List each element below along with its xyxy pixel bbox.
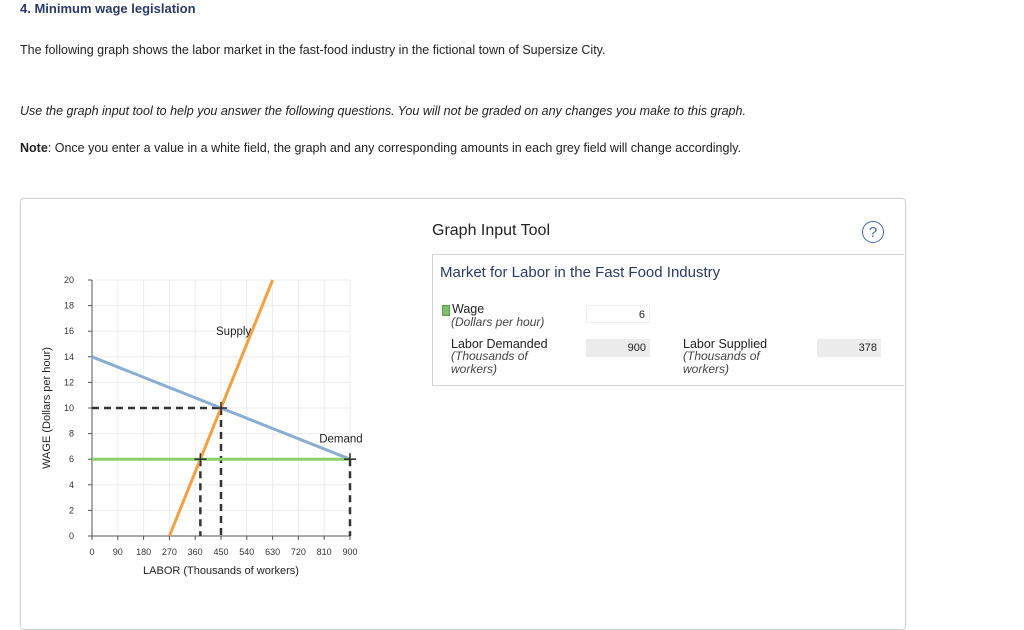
y-tick-label: 12 [63, 377, 74, 388]
y-tick-label: 0 [68, 531, 74, 541]
x-tick-label: 540 [239, 547, 255, 557]
labor-supplied-label: Labor Supplied [683, 337, 768, 351]
note-label: Note [20, 141, 48, 155]
y-tick-label: 16 [63, 326, 74, 337]
y-tick-label: 18 [63, 300, 74, 311]
instruction-text: Use the graph input tool to help you answer the following questions. You will not be graded on any changes you make to this graph. [20, 104, 746, 118]
x-tick-label: 810 [316, 547, 332, 557]
wage-input[interactable]: 6 [586, 305, 650, 323]
x-tick-label: 270 [161, 547, 177, 557]
x-tick-label: 720 [290, 547, 306, 557]
x-tick-label: 450 [213, 547, 229, 557]
wage-unit: (Dollars per hour) [451, 315, 545, 329]
tool-heading: Market for Labor in the Fast Food Industry [440, 264, 721, 281]
y-tick-label: 8 [68, 428, 74, 439]
graph-input-tool-title: Graph Input Tool [432, 222, 551, 239]
x-tick-label: 90 [112, 547, 123, 557]
x-tick-label: 900 [342, 547, 358, 557]
labor-supplied-unit-line2: workers) [683, 362, 730, 376]
y-axis-label: WAGE (Dollars per hour) [41, 347, 53, 469]
y-tick-label: 4 [68, 479, 74, 490]
y-tick-label: 20 [63, 275, 74, 285]
x-tick-label: 360 [187, 547, 203, 557]
x-tick-label: 0 [89, 547, 95, 557]
labor-demanded-label: Labor Demanded [451, 337, 548, 351]
labor-supplied-value: 378 [817, 339, 881, 357]
supply-label: Supply [216, 326, 252, 339]
x-axis-label: LABOR (Thousands of workers) [143, 565, 299, 577]
y-tick-label: 6 [68, 454, 74, 465]
x-tick-label: 630 [265, 547, 281, 557]
wage-legend-swatch [442, 305, 450, 316]
wage-label: Wage [452, 302, 485, 316]
y-tick-label: 2 [68, 505, 74, 516]
labor-supplied-unit-line1: (Thousands of [683, 349, 760, 363]
demand-label: Demand [319, 433, 363, 446]
question-title: 4. Minimum wage legislation [20, 1, 196, 16]
x-tick-label: 180 [136, 547, 152, 557]
labor-demanded-unit-line2: workers) [451, 362, 498, 376]
y-tick-label: 14 [63, 351, 74, 362]
intro-text: The following graph shows the labor market in the fast-food industry in the fictional town of Supersize City. [20, 43, 606, 57]
y-tick-label: 10 [63, 403, 74, 413]
note-body: : Once you enter a value in a white field, the graph and any corresponding amounts in each grey field will change accordingly. [47, 141, 742, 155]
help-icon[interactable]: ? [862, 221, 884, 243]
labor-demanded-value: 900 [586, 339, 650, 357]
labor-demanded-unit-line1: (Thousands of [451, 349, 528, 363]
